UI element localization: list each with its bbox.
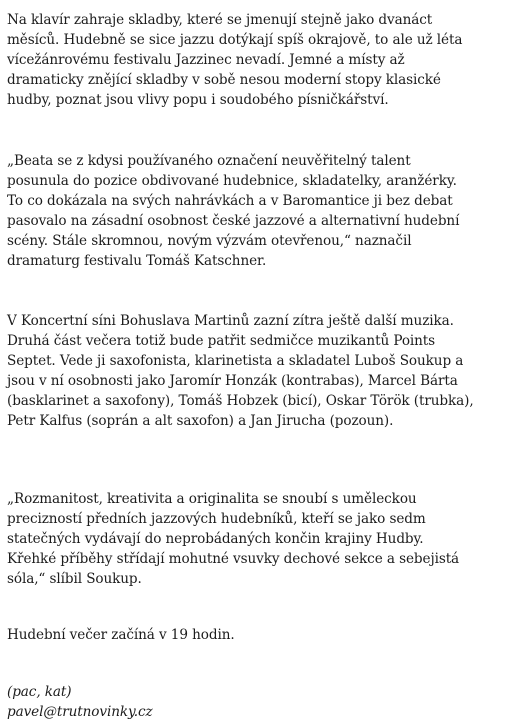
paragraph-line: V Koncertní síni Bohuslava Martinů zazní zítra ještě další muzika.: [7, 313, 454, 329]
paragraph-line: To co dokázala na svých nahrávkách a v Baromantice ji bez debat: [7, 193, 453, 209]
paragraph-line: „Beata se z kdysi používaného označení neuvěřitelný talent: [7, 153, 411, 169]
paragraph-line: Druhá část večera totiž bude patřit sedmičce muzikantů Points: [7, 333, 436, 349]
paragraph-line: posunula do pozice obdivované hudebnice, skladatelky, aranžérky.: [7, 173, 457, 189]
paragraph-line: Křehké příběhy střídají mohutné vsuvky dechové sekce a sebejistá: [7, 551, 460, 567]
paragraph-line: jsou v ní osobnosti jako Jaromír Honzák (kontrabas), Marcel Bárta: [7, 373, 458, 389]
paragraph-line: dramaturg festivalu Tomáš Katschner.: [7, 253, 267, 269]
paragraph-line: precizností předních jazzových hudebníků, kteří se jako sedm: [7, 511, 426, 527]
article-signature: [7, 682, 503, 722]
paragraph-line: dramaticky znějící skladby v sobě nesou moderní stopy klasické: [7, 72, 441, 88]
signature-authors: (pac, kat): [7, 684, 72, 700]
signature-email: pavel@trutnovinky.cz: [7, 704, 153, 720]
paragraph-line: scény. Stále skromnou, novým výzvám otevřenou,“ naznačil: [7, 233, 412, 249]
paragraph-line: „Rozmanitost, kreativita a originalita se snoubí s uměleckou: [7, 491, 417, 507]
paragraph-soukup-quote: [7, 489, 503, 589]
paragraph-concert-program: [7, 10, 503, 110]
paragraph-line: (basklarinet a saxofony), Tomáš Hobzek (bicí), Oskar Török (trubka),: [7, 393, 474, 409]
paragraph-dramaturg-quote: [7, 151, 503, 271]
paragraph-line: hudby, poznat jsou vlivy popu i soudobého písničkářství.: [7, 92, 389, 108]
paragraph-line: měsíců. Hudebně se sice jazzu dotýkají spíš okrajově, to ale už léta: [7, 32, 463, 48]
paragraph-line: sóla,“ slíbil Soukup.: [7, 571, 142, 587]
paragraph-points-septet: [7, 311, 503, 431]
paragraph-line: vícežánrovému festivalu Jazzinec nevadí. Jemné a místy až: [7, 52, 405, 68]
paragraph-line: Hudební večer začíná v 19 hodin.: [7, 627, 235, 643]
paragraph-line: statečných vydávají do neprobádaných končin krajiny Hudby.: [7, 531, 424, 547]
paragraph-line: Na klavír zahraje skladby, které se jmenují stejně jako dvanáct: [7, 12, 433, 28]
paragraph-line: Petr Kalfus (soprán a alt saxofon) a Jan Jirucha (pozoun).: [7, 413, 394, 429]
paragraph-line: pasovalo na zásadní osobnost české jazzové a alternativní hudební: [7, 213, 460, 229]
paragraph-line: Septet. Vede ji saxofonista, klarinetista a skladatel Luboš Soukup a: [7, 353, 464, 369]
paragraph-start-time: [7, 625, 503, 645]
